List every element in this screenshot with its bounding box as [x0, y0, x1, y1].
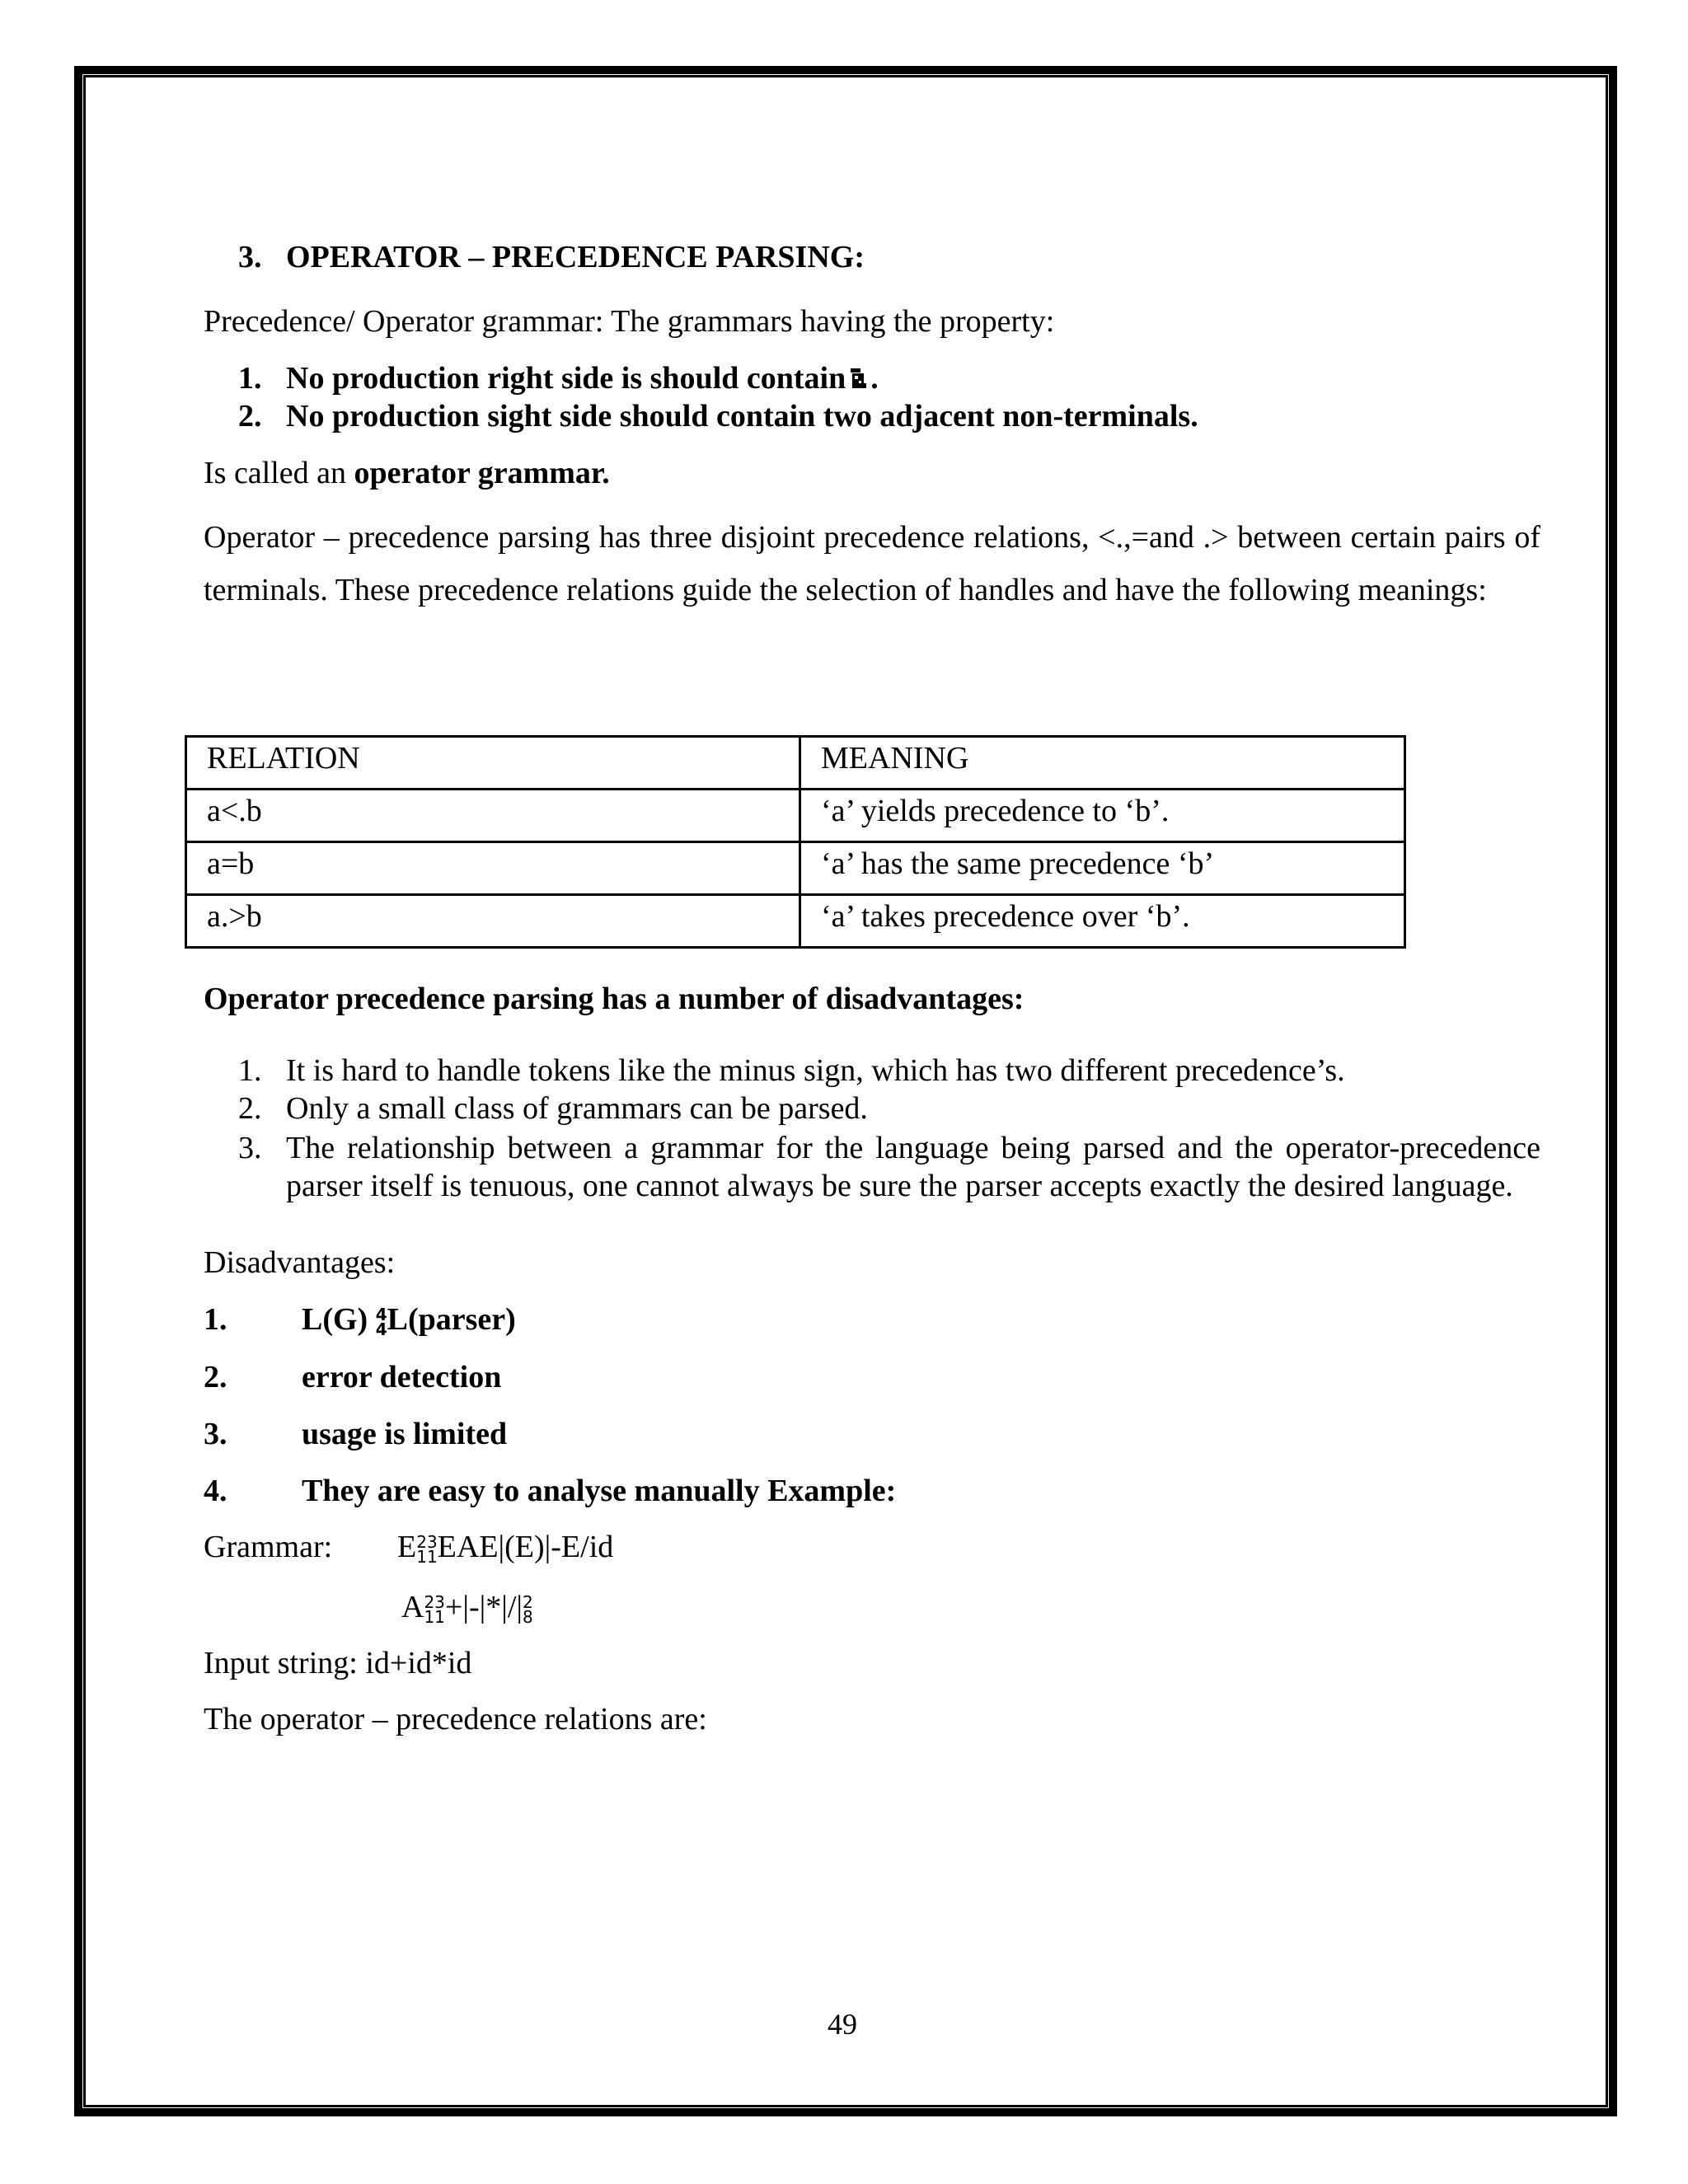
disadvantage-text — [302, 1301, 516, 1338]
called-term: operator grammar. — [354, 456, 610, 490]
symbol-top: 2 — [522, 1592, 533, 1613]
disadvantage-number: 3. — [204, 1417, 227, 1451]
input-string: Input string: id+id*id — [204, 1646, 472, 1680]
section-title: OPERATOR – PRECEDENCE PARSING: — [286, 240, 865, 274]
issue-text: Only a small class of grammars can be parsed. — [286, 1091, 868, 1126]
relation-symbol — [375, 1305, 387, 1340]
property-text: No production sight side should contain two adjacent non-terminals. — [286, 399, 1198, 434]
relations-caption: The operator – precedence relations are: — [204, 1702, 707, 1736]
section-heading — [238, 239, 865, 277]
disadvantage-pre: L(G) — [302, 1302, 376, 1337]
disadvantage-text: error detection — [302, 1360, 502, 1394]
tail-symbol — [522, 1592, 533, 1628]
disadvantages-heading: Operator precedence parsing has a number of disadvantages: — [204, 982, 1025, 1016]
disadvantage-number: 4. — [204, 1474, 227, 1508]
issue-item — [238, 1052, 1345, 1090]
property-suffix: . — [870, 361, 879, 396]
disadvantage-number: 1. — [204, 1302, 227, 1337]
arrow-symbol — [424, 1592, 445, 1628]
symbol-top: 4 — [375, 1305, 387, 1325]
grammar-rule-a — [401, 1589, 533, 1627]
issue-number: 3. — [238, 1131, 262, 1165]
table-cell: a=b — [186, 842, 800, 895]
arrow-symbol — [416, 1532, 438, 1568]
issue-text: The relationship between a grammar for the language being parsed and the operator-precedence parser itself is tenuous, one cannot always be sure the parser accepts exactly the desired language. — [286, 1131, 1540, 1203]
table-cell: ‘a’ yields precedence to ‘b’. — [800, 790, 1405, 842]
symbol-bottom: 11 — [424, 1607, 445, 1628]
table-header-row — [186, 737, 1405, 790]
symbol-bottom: 11 — [416, 1547, 438, 1568]
symbol-bottom: 8 — [522, 1607, 533, 1628]
section-number: 3. — [238, 240, 262, 274]
operator-grammar-definition — [204, 455, 610, 493]
issue-number: 1. — [238, 1053, 262, 1088]
rule-body: EAE|(E)|-E/id — [437, 1530, 614, 1564]
issue-text: It is hard to handle tokens like the minus sign, which has two different precedence’s. — [286, 1053, 1345, 1088]
property-item — [238, 398, 1198, 436]
property-text: No production right side is should contain — [286, 361, 846, 396]
property-number: 2. — [238, 399, 262, 434]
disadvantage-text: They are easy to analyse manually Example: — [302, 1474, 897, 1508]
page-number: 49 — [828, 2008, 857, 2041]
table-cell: ‘a’ takes precedence over ‘b’. — [800, 895, 1405, 948]
precedence-paragraph: Operator – precedence parsing has three disjoint precedence relations, <.,=and .> between certain pairs of terminals. These precedence relations guide the selection of handles and have the following meanings: — [204, 520, 1540, 607]
disadvantage-post: L(parser) — [387, 1302, 516, 1337]
relation-table — [185, 735, 1406, 949]
table-row — [186, 842, 1405, 895]
table-header-cell: MEANING — [800, 737, 1405, 790]
table-row — [186, 895, 1405, 948]
disadvantage-text: usage is limited — [302, 1417, 508, 1451]
issue-number: 2. — [238, 1091, 262, 1126]
disadvantages-label: Disadvantages: — [204, 1245, 396, 1280]
property-item — [238, 360, 879, 398]
intro-sentence: Precedence/ Operator grammar: The grammars having the property: — [204, 304, 1055, 339]
grammar-rule-e — [397, 1529, 613, 1567]
called-prefix: Is called an — [204, 456, 354, 490]
table-cell: ‘a’ has the same precedence ‘b’ — [800, 842, 1405, 895]
symbol-top: 23 — [416, 1532, 438, 1553]
property-number: 1. — [238, 361, 262, 396]
table-cell: a.>b — [186, 895, 800, 948]
table-cell: a<.b — [186, 790, 800, 842]
symbol-bottom: 4 — [375, 1319, 387, 1340]
rule-head: A — [401, 1590, 424, 1624]
table-row — [186, 790, 1405, 842]
rule-head: E — [397, 1530, 417, 1564]
epsilon-glyph-icon — [849, 367, 867, 391]
grammar-label: Grammar: — [204, 1530, 333, 1564]
disadvantage-number: 2. — [204, 1360, 227, 1394]
issue-item — [238, 1090, 868, 1128]
table-header-cell: RELATION — [186, 737, 800, 790]
symbol-top: 23 — [424, 1592, 445, 1613]
rule-body: +|-|*|/| — [444, 1590, 523, 1624]
